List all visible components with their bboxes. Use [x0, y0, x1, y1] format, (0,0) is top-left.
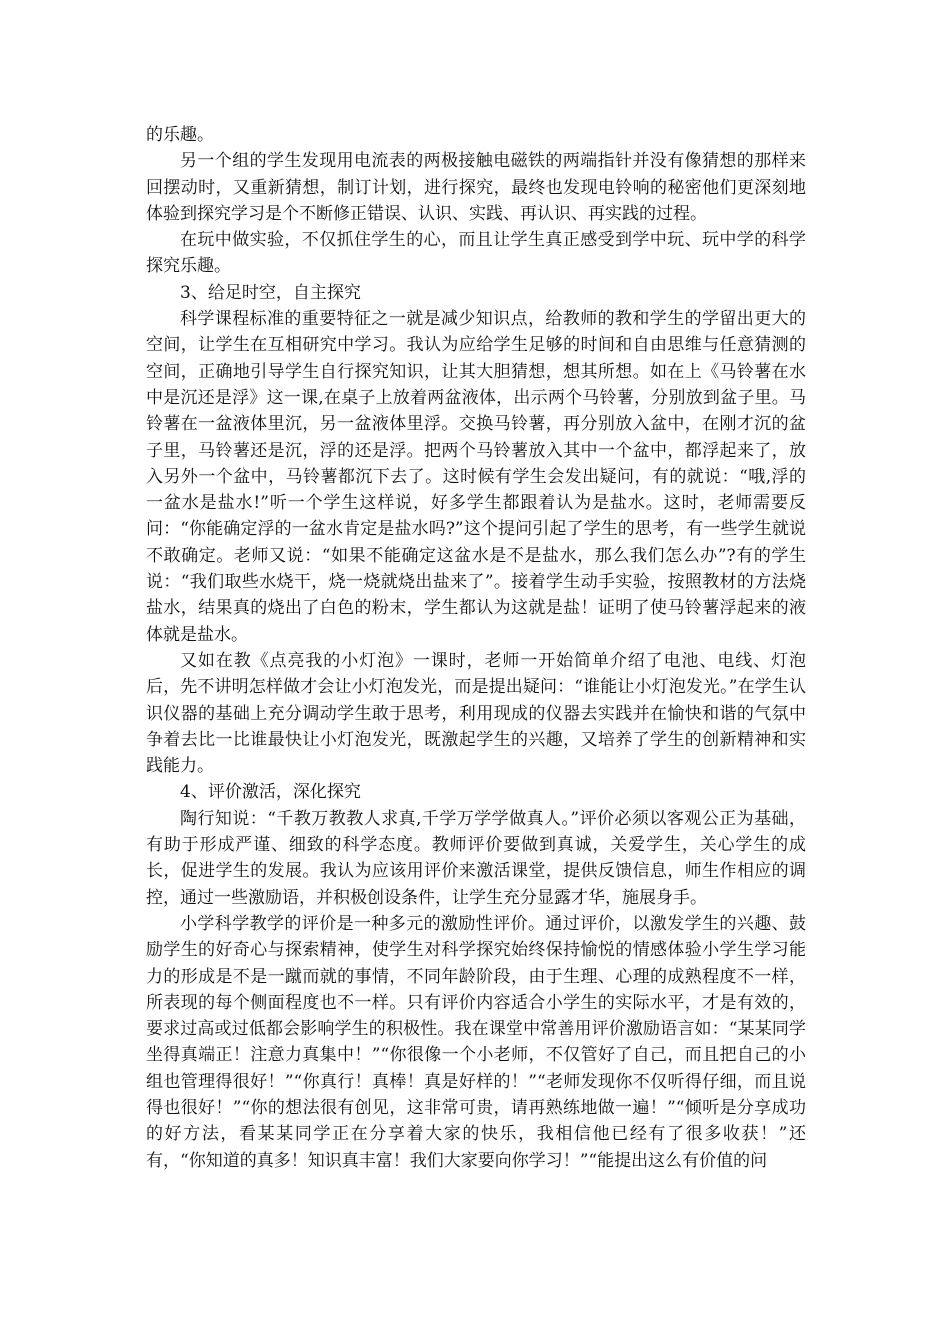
paragraph-continuation: 的乐趣。 — [146, 125, 214, 145]
section-heading: 4、评价激活，深化探究 — [180, 782, 361, 803]
paragraph: 科学课程标准的重要特征之一就是减少知识点，给教师的教和学生的学留出更大的空间，让学生在互相研究中学习。我认为应给学生足够的时间和自由思维与任意猜测的空间，正确地引导学生自行探究知识，让其大胆猜想，想其所想。如在上《马铃薯在水中是沉还是浮》这一课,在桌子上放着两盆液体，出示两个马铃薯，分别放到盆子里。马铃薯在一盆液体里沉，另一盆液体里浮。交换马铃薯，再分别放入盆中，在刚才沉的盆子里，马铃薯还是沉，浮的还是浮。把两个马铃薯放入其中一个盆中，都浮起来了，放入另外一个盆中，马铃薯都沉下去了。这时候有学生会发出疑问，有的就说：“哦,浮的一盆水是盐水!”听一个学生这样说，好多学生都跟着认为是盐水。这时，老师需要反问：“你能确定浮的一盆水肯定是盐水吗?”这个提问引起了学生的思考，有一些学生就说不敢确定。老师又说：“如果不能确定这盆水是不是盐水，那么我们怎么办”?有的学生说：“我们取些水烧干，烧一烧就烧出盐来了”。接着学生动手实验，按照教材的方法烧盐水，结果真的烧出了白色的粉末，学生都认为这就是盐！证明了使马铃薯浮起来的液体就是盐水。 — [146, 309, 806, 645]
paragraph: 又如在教《点亮我的小灯泡》一课时，老师一开始简单介绍了电池、电线、灯泡后，先不讲明怎样做才会让小灯泡发光，而是提出疑问：“谁能让小灯泡发光。”在学生认识仪器的基础上充分调动学生敢于思考，利用现成的仪器去实践并在愉快和谐的气氛中争着去比一比谁最快让小灯泡发光，既激起学生的兴趣，又培养了学生的创新精神和实践能力。 — [146, 650, 806, 777]
paragraph: 另一个组的学生发现用电流表的两极接触电磁铁的两端指针并没有像猜想的那样来回摆动时，又重新猜想，制订计划，进行探究，最终也发现电铃响的秘密他们更深刻地体验到探究学习是个不断修正错误、认识、实践、再认识、再实践的过程。 — [146, 151, 806, 224]
paragraph: 小学科学教学的评价是一种多元的激励性评价。通过评价，以激发学生的兴趣、鼓励学生的好奇心与探索精神，使学生对科学探究始终保持愉悦的情感体验小学生学习能力的形成是不是一蹴而就的事情，不同年龄阶段，由于生理、心理的成熟程度不一样，所表现的每个侧面程度也不一样。只有评价内容适合小学生的实际水平，才是有效的，要求过高或过低都会影响学生的积极性。我在课堂中常善用评价激励语言如：“某某同学坐得真端正！注意力真集中！”“你很像一个小老师，不仅管好了自己，而且把自己的小组也管理得很好！”“你真行！真棒！真是好样的！”“老师发现你不仅听得仔细，而且说得也很好！”“你的想法很有创见，这非常可贵，请再熟练地做一遍！”“倾听是分享成功的好方法，看某某同学正在分享着大家的快乐，我相信他已经有了很多收获！”还有，“你知道的真多！知识真丰富！我们大家要向你学习！”“能提出这么有价值的问 — [146, 913, 806, 1171]
paragraph: 陶行知说：“千教万教教人求真,千学万学学做真人。”评价必须以客观公正为基础，有助于形成严谨、细致的科学态度。教师评价要做到真诚，关爱学生，关心学生的成长，促进学生的发展。我认为应该用评价来激活课堂，提供反馈信息，师生作相应的调控，通过一些激励语，并积极创设条件，让学生充分显露才华，施展身手。 — [146, 808, 806, 908]
section-heading: 3、给足时空，自主探究 — [180, 282, 361, 303]
document-page — [146, 122, 806, 1174]
paragraph: 在玩中做实验，不仅抓住学生的心，而且让学生真正感受到学中玩、玩中学的科学探究乐趣。 — [146, 230, 806, 277]
